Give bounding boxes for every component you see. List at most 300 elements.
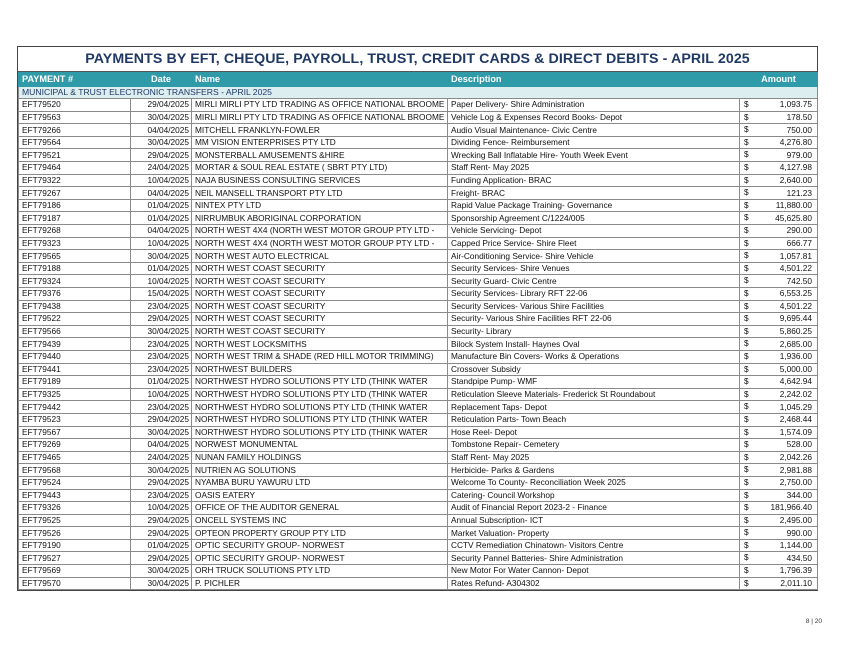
amount-value: 990.00 [786,527,812,538]
currency-symbol: $ [744,99,749,110]
payee-name-cell: ONCELL SYSTEMS INC [192,514,448,527]
amount-cell [740,199,818,212]
payment-number-cell: EFT79190 [19,539,131,552]
description-cell: Staff Rent- May 2025 [448,451,740,464]
payee-name-cell: P. PICHLER [192,577,448,590]
amount-value: 2,468.44 [779,414,812,425]
payee-name-cell: NORTH WEST AUTO ELECTRICAL [192,250,448,263]
payment-number-cell: EFT79464 [19,162,131,175]
payment-number-cell: EFT79441 [19,363,131,376]
amount-value: 4,276.80 [779,137,812,148]
amount-cell [740,514,818,527]
currency-symbol: $ [744,514,749,525]
amount-value: 2,011.10 [780,577,812,588]
date-cell: 01/04/2025 [131,212,192,225]
table-row [19,439,818,452]
payment-number-cell: EFT79564 [19,136,131,149]
payee-name-cell: OPTIC SECURITY GROUP- NORWEST [192,539,448,552]
date-cell: 29/04/2025 [131,476,192,489]
amount-value: 6,553.25 [779,288,812,299]
payee-name-cell: ORH TRUCK SOLUTIONS PTY LTD [192,565,448,578]
date-cell: 30/04/2025 [131,136,192,149]
amount-cell [740,162,818,175]
date-cell: 23/04/2025 [131,300,192,313]
amount-value: 2,640.00 [779,174,812,185]
table-row [19,527,818,540]
date-cell: 15/04/2025 [131,288,192,301]
payment-number-cell: EFT79267 [19,187,131,200]
date-cell: 23/04/2025 [131,401,192,414]
payee-name-cell: NORTHWEST HYDRO SOLUTIONS PTY LTD (THINK WATER [192,413,448,426]
description-cell: Funding Application- BRAC [448,174,740,187]
date-cell: 29/04/2025 [131,99,192,112]
table-row [19,401,818,414]
amount-value: 434.50 [786,552,812,563]
description-cell: Security Services- Shire Venues [448,262,740,275]
col-payment-header: PAYMENT # [19,73,131,87]
amount-value: 742.50 [786,275,812,286]
amount-value: 666.77 [786,237,812,248]
payee-name-cell: NORTHWEST BUILDERS [192,363,448,376]
payee-name-cell: OPTEON PROPERTY GROUP PTY LTD [192,527,448,540]
payment-number-cell: EFT79570 [19,577,131,590]
date-cell: 29/04/2025 [131,552,192,565]
description-cell: Security Pannel Batteries- Shire Administration [448,552,740,565]
currency-symbol: $ [744,225,749,236]
description-cell: Market Valuation- Property [448,527,740,540]
amount-cell [740,350,818,363]
date-cell: 23/04/2025 [131,338,192,351]
report-title: PAYMENTS BY EFT, CHEQUE, PAYROLL, TRUST, CREDIT CARDS & DIRECT DEBITS - APRIL 2025 [18,47,817,72]
date-cell: 01/04/2025 [131,376,192,389]
currency-symbol: $ [744,149,749,160]
currency-symbol: $ [744,451,749,462]
payee-name-cell: NINTEX PTY LTD [192,199,448,212]
currency-symbol: $ [744,162,749,173]
currency-symbol: $ [744,275,749,286]
col-amount-header: Amount [740,73,818,87]
description-cell: Audio Visual Maintenance- Civic Centre [448,124,740,137]
payee-name-cell: NORTHWEST HYDRO SOLUTIONS PTY LTD (THINK WATER [192,376,448,389]
payment-number-cell: EFT79323 [19,237,131,250]
table-row [19,187,818,200]
amount-cell [740,502,818,515]
table-row [19,489,818,502]
payee-name-cell: MORTAR & SOUL REAL ESTATE ( SBRT PTY LTD) [192,162,448,175]
table-row [19,136,818,149]
table-row [19,174,818,187]
description-cell: New Motor For Water Cannon- Depot [448,565,740,578]
date-cell: 24/04/2025 [131,451,192,464]
section-row [19,86,818,99]
amount-cell [740,363,818,376]
payments-table [18,72,818,590]
description-cell: Tombstone Repair- Cemetery [448,439,740,452]
payment-number-cell: EFT79524 [19,476,131,489]
payee-name-cell: NORTHWEST HYDRO SOLUTIONS PTY LTD (THINK WATER [192,426,448,439]
description-cell: Reticulation Sleeve Materials- Frederick St Roundabout [448,388,740,401]
amount-value: 2,242.02 [779,389,812,400]
payee-name-cell: NYAMBA BURU YAWURU LTD [192,476,448,489]
amount-cell [740,111,818,124]
payee-name-cell: OPTIC SECURITY GROUP- NORWEST [192,552,448,565]
table-row [19,514,818,527]
currency-symbol: $ [744,174,749,185]
amount-cell [740,376,818,389]
payment-number-cell: EFT79527 [19,552,131,565]
date-cell: 30/04/2025 [131,111,192,124]
payment-number-cell: EFT79567 [19,426,131,439]
amount-value: 2,685.00 [779,338,812,349]
description-cell: Capped Price Service- Shire Fleet [448,237,740,250]
payee-name-cell: NORTH WEST COAST SECURITY [192,288,448,301]
description-cell: Catering- Council Workshop [448,489,740,502]
description-cell: Vehicle Log & Expenses Record Books- Depot [448,111,740,124]
amount-value: 45,625.80 [775,212,812,223]
payment-number-cell: EFT79440 [19,350,131,363]
description-cell: Air-Conditioning Service- Shire Vehicle [448,250,740,263]
date-cell: 29/04/2025 [131,413,192,426]
description-cell: Security- Library [448,325,740,338]
amount-cell [740,99,818,112]
payment-number-cell: EFT79268 [19,225,131,238]
currency-symbol: $ [744,350,749,361]
description-cell: Staff Rent- May 2025 [448,162,740,175]
description-cell: Welcome To County- Reconciliation Week 2025 [448,476,740,489]
table-row [19,237,818,250]
payee-name-cell: NORTH WEST COAST SECURITY [192,300,448,313]
payment-number-cell: EFT79186 [19,199,131,212]
description-cell: Annual Subscription- ICT [448,514,740,527]
amount-cell [740,225,818,238]
description-cell: Sponsorship Agreement C/1224/005 [448,212,740,225]
payee-name-cell: OASIS EATERY [192,489,448,502]
table-row [19,476,818,489]
table-row [19,325,818,338]
date-cell: 24/04/2025 [131,162,192,175]
date-cell: 04/04/2025 [131,124,192,137]
amount-cell [740,401,818,414]
currency-symbol: $ [744,313,749,324]
payment-number-cell: EFT79326 [19,502,131,515]
currency-symbol: $ [744,300,749,311]
description-cell: Audit of Financial Report 2023-2 - Finance [448,502,740,515]
payment-number-cell: EFT79322 [19,174,131,187]
amount-value: 1,045.29 [779,401,812,412]
description-cell: Herbicide- Parks & Gardens [448,464,740,477]
payment-number-cell: EFT79266 [19,124,131,137]
date-cell: 30/04/2025 [131,250,192,263]
date-cell: 30/04/2025 [131,426,192,439]
currency-symbol: $ [744,401,749,412]
payment-number-cell: EFT79324 [19,275,131,288]
amount-cell [740,149,818,162]
amount-cell [740,275,818,288]
description-cell: Crossover Subsidy [448,363,740,376]
currency-symbol: $ [744,565,749,576]
table-row [19,275,818,288]
amount-value: 528.00 [786,439,812,450]
amount-value: 750.00 [786,124,812,135]
amount-cell [740,464,818,477]
date-cell: 10/04/2025 [131,174,192,187]
date-cell: 10/04/2025 [131,502,192,515]
payment-number-cell: EFT79443 [19,489,131,502]
payee-name-cell: MIRLI MIRLI PTY LTD TRADING AS OFFICE NATIONAL BROOME [192,111,448,124]
amount-cell [740,577,818,590]
table-row [19,300,818,313]
payment-number-cell: EFT79439 [19,338,131,351]
currency-symbol: $ [744,426,749,437]
amount-cell [740,288,818,301]
amount-value: 1,796.39 [779,565,812,576]
description-cell: Dividing Fence- Reimbursement [448,136,740,149]
amount-value: 5,000.00 [779,363,812,374]
amount-value: 4,501.22 [779,300,812,311]
amount-cell [740,325,818,338]
section-label: MUNICIPAL & TRUST ELECTRONIC TRANSFERS - APRIL 2025 [19,86,818,99]
currency-symbol: $ [744,413,749,424]
payment-number-cell: EFT79189 [19,376,131,389]
amount-value: 4,642.94 [779,376,812,387]
table-row [19,313,818,326]
amount-cell [740,476,818,489]
description-cell: Manufacture Bin Covers- Works & Operations [448,350,740,363]
payment-number-cell: EFT79188 [19,262,131,275]
payment-number-cell: EFT79526 [19,527,131,540]
date-cell: 01/04/2025 [131,539,192,552]
table-row [19,451,818,464]
description-cell: Security Services- Various Shire Facilities [448,300,740,313]
table-row [19,111,818,124]
currency-symbol: $ [744,388,749,399]
amount-value: 4,127.98 [779,162,812,173]
payee-name-cell: NORTH WEST COAST SECURITY [192,325,448,338]
payee-name-cell: MONSTERBALL AMUSEMENTS &HIRE [192,149,448,162]
amount-cell [740,262,818,275]
payment-number-cell: EFT79569 [19,565,131,578]
currency-symbol: $ [744,288,749,298]
date-cell: 30/04/2025 [131,577,192,590]
amount-value: 121.23 [786,187,812,198]
table-row [19,250,818,263]
amount-value: 178.50 [786,111,812,122]
payee-name-cell: NORWEST MONUMENTAL [192,439,448,452]
date-cell: 23/04/2025 [131,489,192,502]
table-row [19,552,818,565]
table-row [19,338,818,351]
currency-symbol: $ [744,363,749,374]
amount-value: 1,057.81 [779,250,812,261]
description-cell: Hose Reel- Depot [448,426,740,439]
description-cell: Security Guard- Civic Centre [448,275,740,288]
payee-name-cell: NORTH WEST LOCKSMITHS [192,338,448,351]
payee-name-cell: OFFICE OF THE AUDITOR GENERAL [192,502,448,515]
date-cell: 30/04/2025 [131,565,192,578]
date-cell: 23/04/2025 [131,363,192,376]
table-row [19,413,818,426]
header-row [19,73,818,87]
table-row [19,565,818,578]
table-row [19,199,818,212]
payment-number-cell: EFT79438 [19,300,131,313]
date-cell: 30/04/2025 [131,464,192,477]
currency-symbol: $ [744,376,749,387]
table-row [19,388,818,401]
amount-cell [740,187,818,200]
description-cell: Replacement Taps- Depot [448,401,740,414]
payment-number-cell: EFT79568 [19,464,131,477]
table-row [19,288,818,301]
currency-symbol: $ [744,489,749,500]
payment-number-cell: EFT79187 [19,212,131,225]
description-cell: Paper Delivery- Shire Administration [448,99,740,112]
table-row [19,376,818,389]
description-cell: Security- Various Shire Facilities RFT 22-06 [448,313,740,326]
payee-name-cell: NORTHWEST HYDRO SOLUTIONS PTY LTD (THINK WATER [192,388,448,401]
currency-symbol: $ [744,552,749,563]
amount-value: 1,574.09 [779,426,812,437]
payment-number-cell: EFT79442 [19,401,131,414]
amount-cell [740,489,818,502]
description-cell: Vehicle Servicing- Depot [448,225,740,238]
currency-symbol: $ [744,527,749,538]
table-row [19,539,818,552]
currency-symbol: $ [744,439,749,450]
date-cell: 29/04/2025 [131,149,192,162]
amount-cell [740,212,818,225]
payee-name-cell: NORTH WEST 4X4 (NORTH WEST MOTOR GROUP PTY LTD - [192,237,448,250]
amount-cell [740,174,818,187]
description-cell: CCTV Remediation Chinatown- Visitors Centre [448,539,740,552]
amount-cell [740,300,818,313]
description-cell: Rapid Value Package Training- Governance [448,199,740,212]
col-description-header: Description [448,73,740,87]
payment-number-cell: EFT79465 [19,451,131,464]
payments-sheet [17,46,818,591]
currency-symbol: $ [744,325,749,336]
description-cell: Reticulation Parts- Town Beach [448,413,740,426]
page-number: 8 | 20 [805,618,822,625]
description-cell: Bilock System Install- Haynes Oval [448,338,740,351]
currency-symbol: $ [744,476,749,487]
amount-cell [740,388,818,401]
payee-name-cell: MM VISION ENTERPRISES PTY LTD [192,136,448,149]
payment-number-cell: EFT79525 [19,514,131,527]
currency-symbol: $ [744,111,749,122]
table-row [19,212,818,225]
date-cell: 01/04/2025 [131,199,192,212]
currency-symbol: $ [744,464,749,475]
payment-number-cell: EFT79563 [19,111,131,124]
table-row [19,99,818,112]
amount-value: 2,495.00 [779,514,812,525]
payee-name-cell: NORTH WEST 4X4 (NORTH WEST MOTOR GROUP PTY LTD - [192,225,448,238]
description-cell: Freight- BRAC [448,187,740,200]
amount-cell [740,552,818,565]
payee-name-cell: NORTH WEST COAST SECURITY [192,262,448,275]
currency-symbol: $ [744,124,749,135]
table-row [19,502,818,515]
amount-cell [740,451,818,464]
description-cell: Rates Refund- A304302 [448,577,740,590]
amount-value: 290.00 [786,225,812,236]
payment-number-cell: EFT79523 [19,413,131,426]
amount-value: 1,936.00 [779,351,812,362]
amount-cell [740,313,818,326]
table-row [19,426,818,439]
amount-value: 2,981.88 [779,464,812,475]
date-cell: 23/04/2025 [131,350,192,363]
payee-name-cell: MIRLI MIRLI PTY LTD TRADING AS OFFICE NATIONAL BROOME [192,99,448,112]
currency-symbol: $ [744,539,749,550]
amount-cell [740,124,818,137]
date-cell: 04/04/2025 [131,225,192,238]
payee-name-cell: NORTH WEST COAST SECURITY [192,275,448,288]
table-row [19,124,818,137]
currency-symbol: $ [744,212,749,223]
payee-name-cell: NORTH WEST TRIM & SHADE (RED HILL MOTOR TRIMMING) [192,350,448,363]
table-row [19,350,818,363]
payment-number-cell: EFT79565 [19,250,131,263]
table-row [19,162,818,175]
amount-value: 5,860.25 [779,326,812,337]
col-date-header: Date [131,73,192,87]
payment-number-cell: EFT79376 [19,288,131,301]
table-row [19,464,818,477]
amount-cell [740,565,818,578]
amount-cell [740,237,818,250]
payee-name-cell: NUNAN FAMILY HOLDINGS [192,451,448,464]
date-cell: 10/04/2025 [131,388,192,401]
amount-cell [740,527,818,540]
description-cell: Security Services- Library RFT 22-06 [448,288,740,301]
date-cell: 10/04/2025 [131,275,192,288]
currency-symbol: $ [744,502,749,513]
payee-name-cell: MITCHELL FRANKLYN-FOWLER [192,124,448,137]
currency-symbol: $ [744,136,749,147]
amount-value: 1,144.00 [779,540,812,551]
table-row [19,149,818,162]
amount-value: 344.00 [786,489,812,500]
amount-value: 4,501.22 [779,263,812,274]
amount-cell [740,338,818,351]
currency-symbol: $ [744,187,749,198]
payee-name-cell: NUTRIEN AG SOLUTIONS [192,464,448,477]
amount-value: 2,750.00 [779,477,812,488]
amount-cell [740,439,818,452]
payee-name-cell: NEIL MANSELL TRANSPORT PTY LTD [192,187,448,200]
date-cell: 30/04/2025 [131,325,192,338]
table-body [19,86,818,590]
currency-symbol: $ [744,577,749,588]
amount-value: 11,880.00 [775,200,812,211]
table-row [19,577,818,590]
currency-symbol: $ [744,338,749,349]
amount-value: 2,042.26 [779,452,812,463]
amount-value: 181,966.40 [770,502,812,513]
amount-cell [740,250,818,263]
date-cell: 04/04/2025 [131,187,192,200]
payment-number-cell: EFT79522 [19,313,131,326]
payment-number-cell: EFT79269 [19,439,131,452]
amount-cell [740,136,818,149]
payee-name-cell: NIRRUMBUK ABORIGINAL CORPORATION [192,212,448,225]
payee-name-cell: NORTH WEST COAST SECURITY [192,313,448,326]
table-row [19,262,818,275]
currency-symbol: $ [744,199,749,210]
amount-cell [740,539,818,552]
